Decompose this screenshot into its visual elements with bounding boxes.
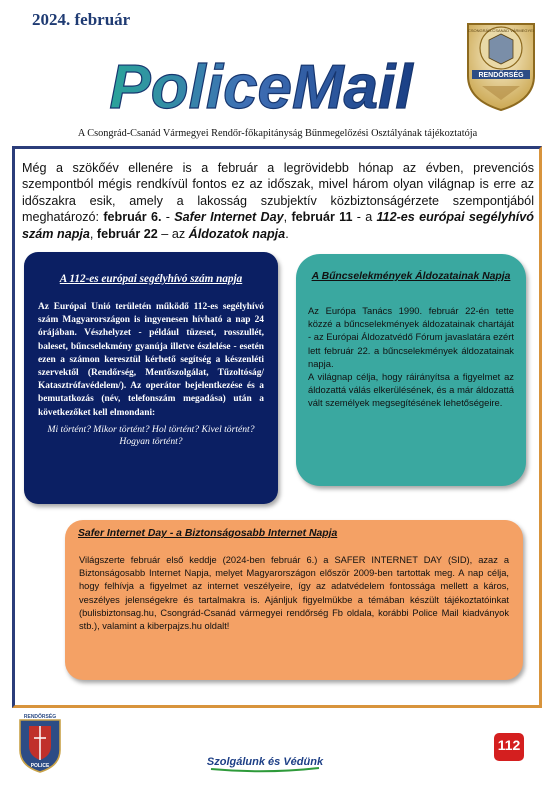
crest-band-text: RENDŐRSÉG (478, 72, 524, 79)
box-112-title: A 112-es európai segélyhívó szám napja (59, 273, 243, 285)
intro-sep: , (283, 210, 292, 225)
slogan-text: Szolgálunk és Védünk (206, 756, 324, 768)
crest-ring-text: CSONGRÁD-CSANÁD VÁRMEGYEI (467, 28, 535, 33)
crest-bottom-top-text: RENDŐRSÉG (23, 714, 57, 720)
box-112-emergency (24, 252, 278, 504)
intro-paragraph (22, 160, 534, 242)
police-crest-bottom (17, 712, 63, 774)
intro-event-victims: Áldozatok napja (188, 226, 286, 241)
box-sid-body: Világszerte február első keddje (2024-ben február 6.) a SAFER INTERNET DAY (SID), azaz a Biztonságosabb Internet Napja, melyet Magyarországon először 2009-ben tartottak meg. A nap célja, hogy felhívja a figyelmet az internet veszélyeire, így az adatvédelem fontossága mellett a káros, veszélyes jelenségekre és tartalmakra is. Ajánljuk figyelmükbe a témában készült tájékoztatóinkat (bulisbiztonsag.hu, Csongrád-Csanád vármegyei rendőrség Fb oldala, korábbi Police Mail kiadványok stb.), valamint a kiberpajzs.hu oldalt! (79, 555, 509, 632)
policemail-logo (96, 52, 426, 122)
issue-date: 2024. február (32, 10, 131, 29)
box-victims-day (296, 254, 526, 486)
intro-sep: – az (157, 226, 189, 241)
intro-event-sid: Safer Internet Day (174, 210, 284, 225)
intro-date-feb6: február 6. (103, 210, 162, 225)
box-victims-body (308, 304, 514, 410)
intro-end: . (285, 226, 289, 241)
newsletter-subtitle: A Csongrád-Csanád Vármegyei Rendőr-főkapitányság Bűnmegelőzési Osztályának tájékoztatója (77, 128, 478, 139)
intro-sep: , (89, 226, 97, 241)
police-crest-top (462, 18, 540, 112)
box-112-questions: Mi történt? Mikor történt? Hol történt? Kivel történt? Hogyan történt? (47, 423, 255, 448)
intro-sep: - (161, 210, 175, 225)
logo-text: PoliceMail (109, 53, 413, 122)
intro-date-feb22: február 22 (96, 226, 158, 241)
box-victims-p1: Az Európa Tanács 1990. február 22-én tette közzé a bűncselekmények áldozatainak chartáját - az Európai Áldozatvédő Fórum javaslatára ezért lett február 22. a bűncselekmények áldozatainak napja. (308, 305, 514, 369)
emergency-112-badge: 112 (494, 733, 524, 761)
crest-bottom-text: POLICE (30, 763, 50, 769)
intro-date-feb11: február 11 (291, 210, 353, 225)
box-victims-title: A Bűncselekmények Áldozatainak Napja (311, 271, 511, 282)
box-safer-internet-day (65, 520, 523, 680)
slogan-wordmark (205, 748, 325, 774)
intro-event-112: 112-es európai segélyhívó szám napja (22, 210, 534, 241)
intro-sep: - a (352, 210, 377, 225)
box-sid-title: Safer Internet Day - a Biztonságosabb Internet Napja (78, 528, 338, 539)
box-victims-p2: A világnap célja, hogy ráirányítsa a figyelmet az áldozattá válás elkerülésének, és a már áldozattá vált személyek megsegítésének lehetőségeire. (308, 371, 514, 409)
box-112-body: Az Európai Unió területén működő 112-es segélyhívó szám Magyarországon is ingyenesen hívható a nap 24 órájában. Vészhelyzet - például tüzeset, rosszullét, baleset, bűncselekmény gyanúja illetve észlelése - esetén ezen a számon keresztül kérhető segítség a készenléti szervektől (Rendőrség, Mentőszolgálat, Tűzoltóság/ Katasztrófavédelem/). Az operátor bejelentkezése és a bemutatkozás (név, telefonszám megadása) után a következőket kell elmondani: (38, 302, 264, 418)
intro-text: Még a szökőév ellenére is a február a legrövidebb hónap az évben, prevenciós szempontból mégis rendkívül fontos ez az időszak, mivel három olyan világnap is erre az időszakra esik, amely a lakosság szubjektív közbiztonságérzete szempontjából meghatározó: (22, 161, 534, 225)
